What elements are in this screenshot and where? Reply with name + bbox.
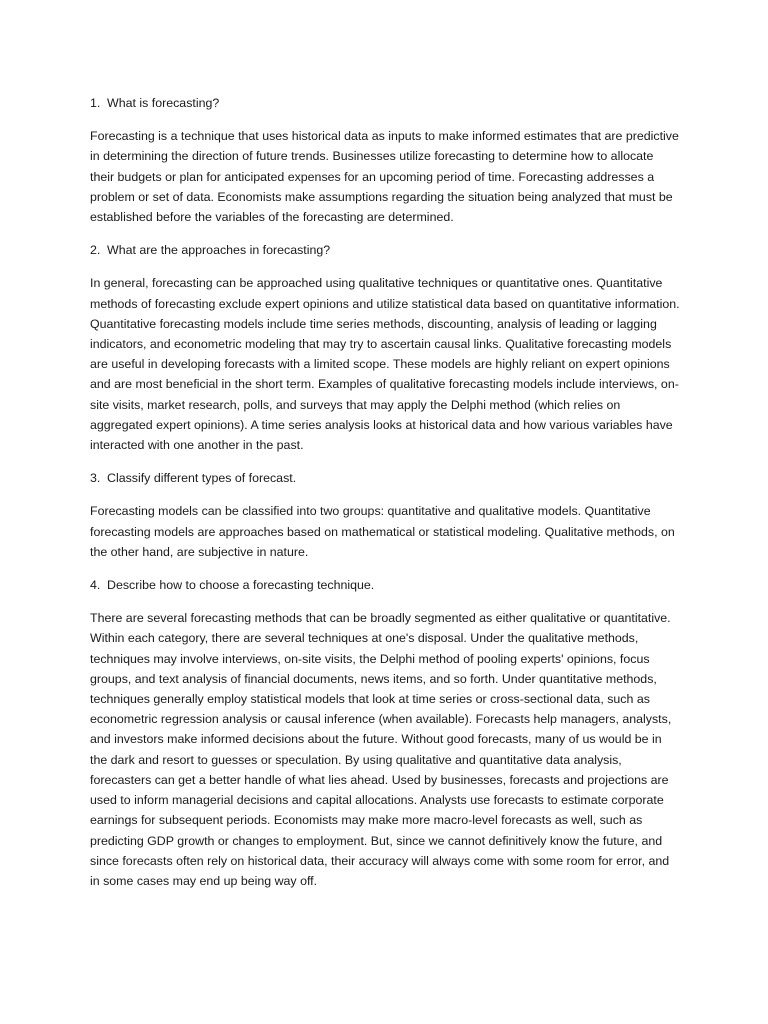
- document-body: [90, 93, 680, 904]
- section-1: [90, 93, 680, 227]
- section-4: [90, 575, 680, 891]
- section-2: [90, 240, 680, 455]
- question-heading-4: [90, 575, 680, 595]
- question-text-3: Classify different types of forecast.: [107, 471, 297, 486]
- answer-paragraph-2: In general, forecasting can be approached using qualitative techniques or quantitative ones. Quantitative methods of forecasting exclude expert opinions and utilize statistical data based on quantitative information. Quantitative forecasting models include time series methods, discounting, analysis of leading or lagging indicators, and econometric modeling that may try to ascertain causal links. Qualitative forecasting models are useful in developing forecasts with a limited scope. These models are highly reliant on expert opinions and are most beneficial in the short term. Examples of qualitative forecasting models include interviews, on-site visits, market research, polls, and surveys that may apply the Delphi method (which relies on aggregated expert opinions). A time series analysis looks at historical data and how various variables have interacted with one another in the past.: [90, 276, 680, 453]
- question-number-4: 4.: [90, 578, 101, 593]
- question-text-1: What is forecasting?: [107, 96, 220, 110]
- question-number-2: 2.: [90, 243, 101, 258]
- question-number-1: 1.: [90, 96, 101, 110]
- section-3: [90, 468, 680, 562]
- answer-paragraph-3: Forecasting models can be classified into two groups: quantitative and qualitative models. Quantitative forecasting models are approaches based on mathematical or statistical modeling. Qualitative methods, on the other hand, are subjective in nature.: [90, 504, 675, 559]
- question-number-3: 3.: [90, 471, 101, 486]
- question-text-4: Describe how to choose a forecasting technique.: [107, 578, 375, 593]
- question-heading-3: [90, 468, 680, 488]
- question-text-2: What are the approaches in forecasting?: [107, 243, 331, 258]
- question-heading-2: [90, 240, 680, 260]
- answer-paragraph-4: There are several forecasting methods that can be broadly segmented as either qualitative or quantitative. Within each category, there are several techniques at one's disposal. Under the qualitative methods, techniques may involve interviews, on-site visits, the Delphi method of pooling experts' opinions, focus groups, and text analysis of financial documents, news items, and so forth. Under quantitative methods, techniques generally employ statistical models that look at time series or cross-sectional data, such as econometric regression analysis or causal inference (when available). Forecasts help managers, analysts, and investors make informed decisions about the future. Without good forecasts, many of us would be in the dark and resort to guesses or speculation. By using qualitative and quantitative data analysis, forecasters can get a better handle of what lies ahead. Used by businesses, forecasts and projections are used to inform managerial decisions and capital allocations. Analysts use forecasts to estimate corporate earnings for subsequent periods. Economists may make more macro-level forecasts as well, such as predicting GDP growth or changes to employment. But, since we cannot definitively know the future, and since forecasts often rely on historical data, their accuracy will always come with some room for error, and in some cases may end up being way off.: [90, 611, 672, 888]
- answer-paragraph-1: Forecasting is a technique that uses historical data as inputs to make informed estimates that are predictive in determining the direction of future trends. Businesses utilize forecasting to determine how to allocate their budgets or plan for anticipated expenses for an upcoming period of time. Forecasting addresses a problem or set of data. Economists make assumptions regarding the situation being analyzed that must be established before the variables of the forecasting are determined.: [90, 129, 679, 225]
- question-heading-1: [90, 93, 680, 113]
